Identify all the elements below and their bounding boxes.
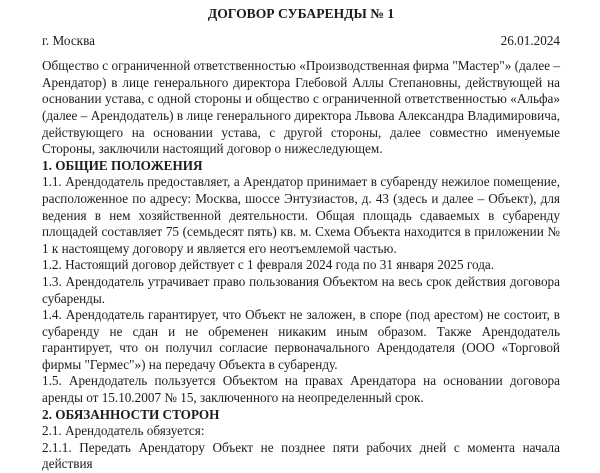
contract-paragraph-1-1: 1.1. Арендодатель предоставляет, а Арендатор принимает в субаренду нежилое помещение, расположенное по адресу: Москва, шоссе Энтузиастов, д. 43 (здесь и далее – Объект), для ведения в нем хозяйственной деятельности. Общая площадь сдаваемых в субаренду площадей составляет 75 (семьдесят пять) кв. м. Схема Объекта находится в приложении № 1 к настоящему договору и является его неотъемлемой частью. — [42, 174, 560, 256]
section-general-provisions — [42, 158, 560, 407]
contract-paragraph-1-3: 1.3. Арендодатель утрачивает право пользования Объектом на весь срок действия договора субаренды. — [42, 273, 560, 306]
preamble-paragraph: Общество с ограниченной ответственностью «Производственная фирма "Мастер"» (далее – Арендатор) в лице генерального директора Глебовой Аллы Степановны, действующей на основании устава, с одной стороны и общество с ограниченной ответственностью «Альфа» (далее – Арендодатель) в лице генерального директора Львова Александра Владимировича, действующего на основании устава, с другой стороны, далее совместно именуемые Стороны, заключили настоящий договор о нижеследующем. — [42, 58, 560, 157]
city-date-row — [42, 33, 560, 50]
date-label: 26.01.2024 — [500, 32, 560, 48]
contract-paragraph-2-1-1: 2.1.1. Передать Арендатору Объект не позднее пяти рабочих дней с момента начала действия — [42, 439, 560, 472]
city-label: г. Москва — [42, 32, 95, 48]
document-title: ДОГОВОР СУБАРЕНДЫ № 1 — [207, 6, 395, 21]
section-1-heading: 1. ОБЩИЕ ПОЛОЖЕНИЯ — [42, 157, 203, 173]
contract-paragraph-1-5: 1.5. Арендодатель пользуется Объектом на правах Арендатора на основании договора аренды от 15.10.2007 № 15, заключенного на неопределенный срок. — [42, 373, 560, 406]
contract-paragraph-1-4: 1.4. Арендодатель гарантирует, что Объект не заложен, в споре (под арестом) не состоит, в субаренду не сдан и не обременен никаким иным образом. Также Арендодатель гарантирует, что он получил согласие первоначального Арендодателя (ООО «Торговой фирмы "Гермес"») на передачу Объекта в субаренду. — [42, 307, 560, 372]
contract-paragraph-2-1: 2.1. Арендодатель обязуется: — [42, 423, 205, 439]
section-obligations — [42, 407, 560, 473]
contract-paragraph-1-2: 1.2. Настоящий договор действует с 1 февраля 2024 года по 31 января 2025 года. — [42, 257, 495, 273]
section-2-heading: 2. ОБЯЗАННОСТИ СТОРОН — [42, 406, 220, 422]
